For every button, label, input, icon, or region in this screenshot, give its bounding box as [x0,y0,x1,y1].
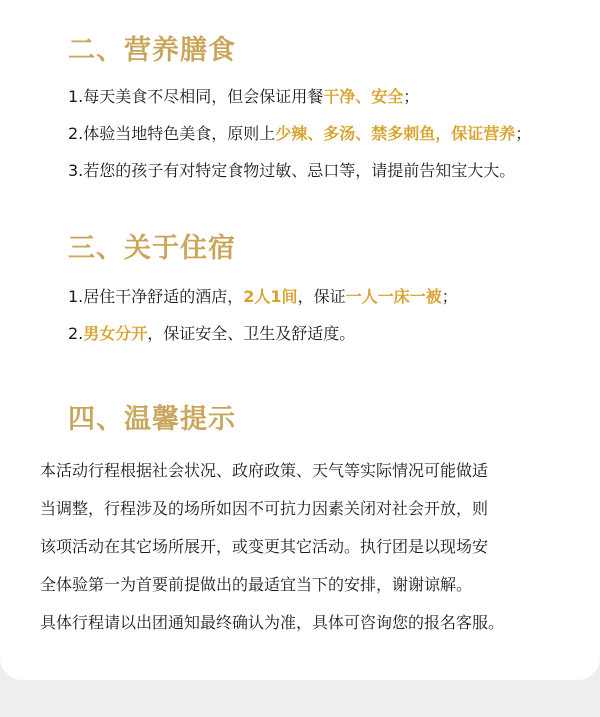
section-title-diet: 二、营养膳食 [68,35,236,66]
section-title-tips: 四、温馨提示 [68,404,236,435]
diet-item-2-highlight: 少辣、多汤、禁多刺鱼，保证营养 [275,124,516,143]
tips-line-2: 当调整，行程涉及的场所如因不可抗力因素关闭对社会开放，则 [40,499,489,518]
lodging-item-2 [68,324,355,344]
diet-item-2-end: ； [515,124,532,143]
diet-item-3-text: 3.若您的孩子有对特定食物过敏、忌口等，请提前告知宝大大。 [68,161,516,180]
tips-line-1: 本活动行程根据社会状况、政府政策、天气等实际情况可能做适 [40,461,489,480]
section-title-lodging: 三、关于住宿 [68,233,236,264]
diet-item-1-end: ； [403,87,420,106]
diet-item-2-text: 2.体验当地特色美食，原则上 [68,124,276,143]
diet-item-1-highlight: 干净、安全 [323,87,404,106]
diet-item-1 [68,87,419,107]
lodging-item-1-highlight-room: 2人1间 [243,287,298,306]
lodging-item-1 [68,287,458,307]
lodging-item-2-text: ，保证安全、卫生及舒适度。 [147,324,356,343]
diet-item-3 [68,161,515,181]
lodging-item-2-prefix: 2. [68,324,84,343]
diet-item-2 [68,124,531,144]
tips-line-3: 该项活动在其它场所展开，或变更其它活动。执行团是以现场安 [40,537,489,556]
diet-item-1-text: 1.每天美食不尽相同，但会保证用餐 [68,87,324,106]
lodging-item-1-end: ； [441,287,458,306]
lodging-item-1-highlight-bed: 一人一床一被 [345,287,442,306]
tips-line-4: 全体验第一为首要前提做出的最适宜当下的安排，谢谢谅解。 [40,575,473,594]
tips-line-5: 具体行程请以出团通知最终确认为准，具体可咨询您的报名客服。 [40,613,505,632]
lodging-item-1-mid: ，保证 [297,287,346,306]
lodging-item-1-text: 1.居住干净舒适的酒店， [68,287,244,306]
lodging-item-2-highlight: 男女分开 [83,324,148,343]
